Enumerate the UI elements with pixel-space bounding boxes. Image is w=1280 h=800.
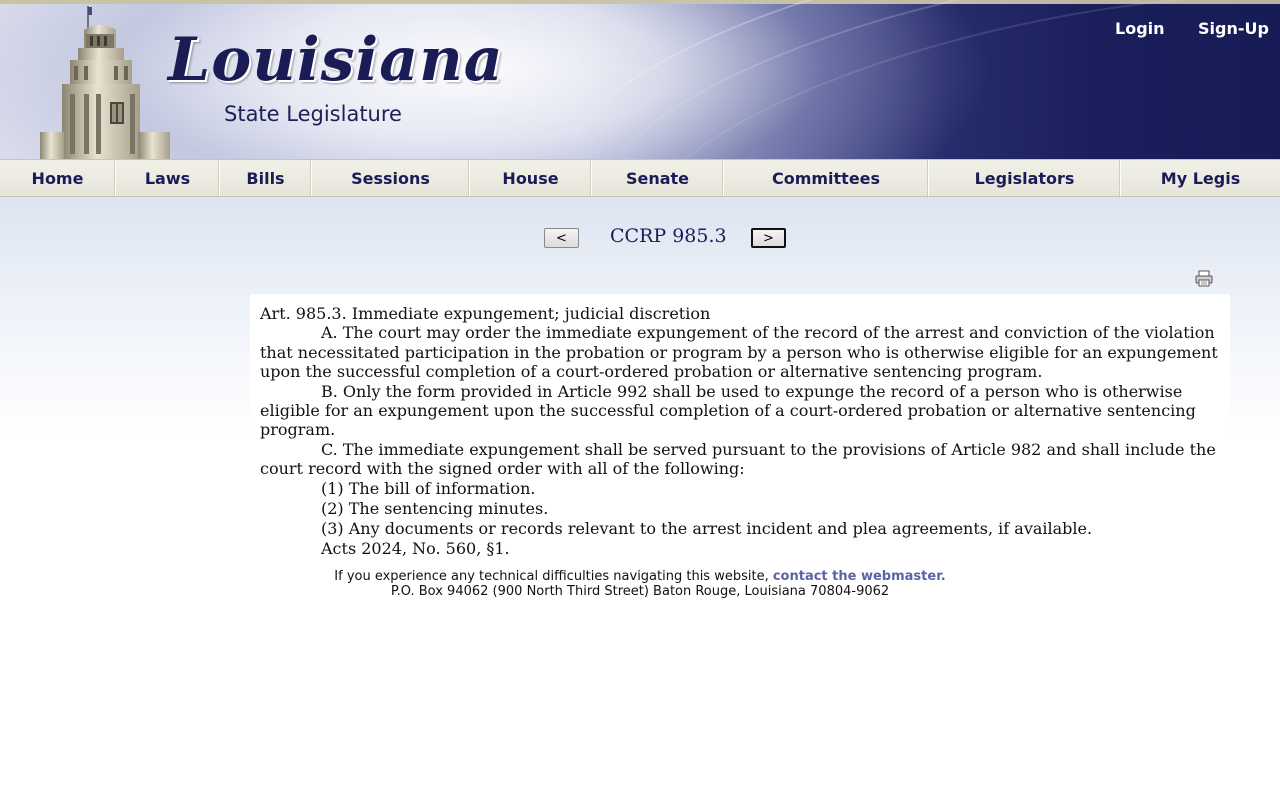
- document-pager: [0, 220, 1280, 256]
- capitol-building-image: [30, 4, 170, 160]
- nav-item-bills[interactable]: Bills: [220, 160, 312, 196]
- page-title: CCRP 985.3: [610, 225, 727, 247]
- signup-link[interactable]: Sign-Up: [1198, 19, 1269, 38]
- login-link[interactable]: Login: [1115, 19, 1165, 38]
- nav-item-laws[interactable]: Laws: [116, 160, 220, 196]
- footer-help-text: If you experience any technical difficulties navigating this website,: [334, 569, 769, 584]
- contact-webmaster-link[interactable]: contact the webmaster.: [772, 569, 946, 584]
- previous-article-button[interactable]: <: [544, 228, 579, 248]
- article-heading: Art. 985.3. Immediate expungement; judicial discretion: [260, 304, 711, 323]
- site-logo-subtitle[interactable]: State Legislature: [224, 102, 402, 126]
- list-item: (3) Any documents or records relevant to the arrest incident and plea agreements, if available.: [321, 518, 1093, 538]
- nav-item-my-legis[interactable]: My Legis: [1160, 168, 1241, 188]
- printer-icon[interactable]: [1195, 270, 1213, 287]
- nav-item-senate[interactable]: Senate: [592, 160, 724, 196]
- nav-item-committees[interactable]: Committees: [724, 160, 929, 196]
- nav-item-legislators[interactable]: Legislators: [929, 160, 1121, 196]
- article-paragraph-c: C. The immediate expungement shall be served pursuant to the provisions of Article 982 and shall include the court record with the signed order with all of the following:: [260, 439, 1216, 479]
- article-paragraph-a: A. The court may order the immediate expungement of the record of the arrest and conviction of the violation that necessitated participation in the probation or program by a person who is otherwise eligible for an expungement upon the successful completion of a court-ordered probation or alternative sentencing program.: [260, 323, 1218, 382]
- article-text: [250, 294, 1230, 562]
- list-item: (2) The sentencing minutes.: [321, 498, 549, 518]
- site-logo-wordmark[interactable]: Louisiana: [168, 25, 504, 95]
- footer-address: P.O. Box 94062 (900 North Third Street) Baton Rouge, Louisiana 70804-9062: [390, 584, 890, 599]
- footer-help-line: [0, 569, 1280, 584]
- nav-item-home[interactable]: Home: [0, 160, 116, 196]
- article-paragraph-b: B. Only the form provided in Article 992 shall be used to expunge the record of a person who is otherwise eligible for an expungement upon the successful completion of a court-ordered probation or alternative sentencing program.: [260, 381, 1196, 440]
- list-item: (1) The bill of information.: [321, 478, 536, 498]
- site-header: [0, 0, 1280, 160]
- next-article-button[interactable]: >: [751, 228, 786, 248]
- page-footer: [0, 569, 1280, 599]
- main-nav: [0, 159, 1280, 197]
- article-history-note: Acts 2024, No. 560, §1.: [321, 538, 510, 558]
- nav-item-house[interactable]: House: [470, 160, 592, 196]
- nav-item-sessions[interactable]: Sessions: [312, 160, 470, 196]
